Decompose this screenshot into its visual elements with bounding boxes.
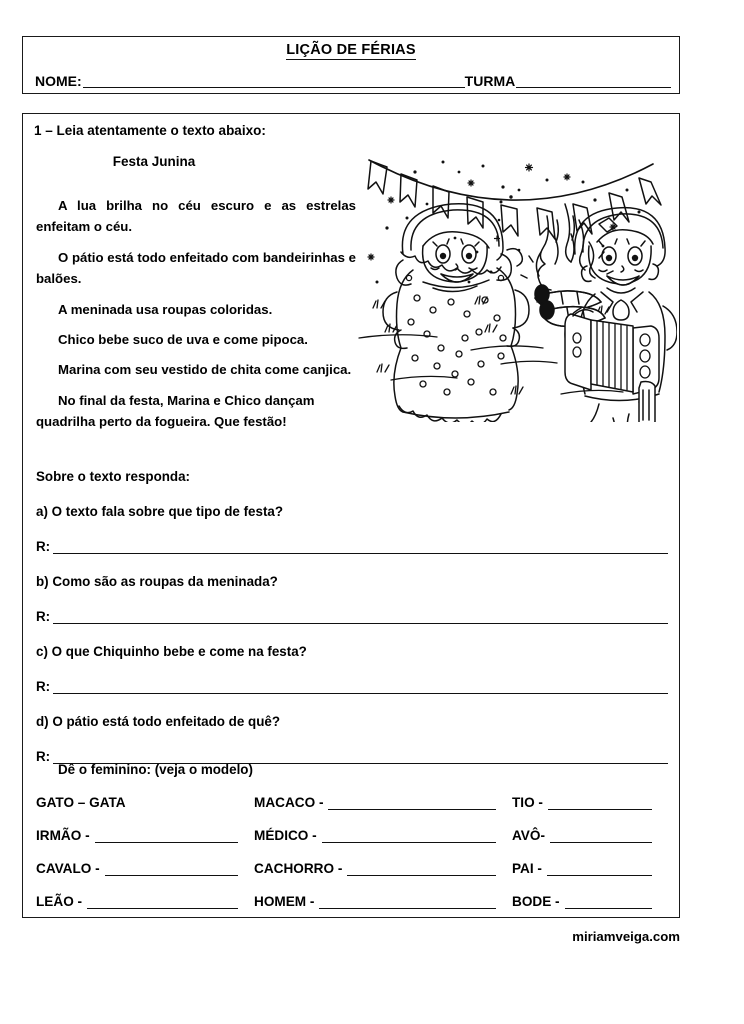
word-label: PAI -	[512, 861, 542, 876]
name-input-line[interactable]	[83, 73, 465, 88]
questions-lead: Sobre o texto responda:	[36, 469, 191, 484]
story-paragraph: Marina com seu vestido de chita come canjica.	[58, 362, 352, 378]
word-pair-bode	[512, 894, 668, 909]
class-label: TURMA	[464, 73, 516, 89]
feminine-word-grid	[36, 795, 668, 909]
question-d-text: d) O pátio está todo enfeitado de quê?	[36, 714, 281, 729]
answer-line-macaco[interactable]	[328, 797, 496, 810]
word-pair-pai	[512, 861, 668, 876]
page-title	[23, 42, 679, 58]
page-title-text: LIÇÃO DE FÉRIAS	[286, 42, 416, 58]
question-c	[36, 644, 668, 694]
word-pair-irmao	[36, 828, 254, 843]
story-paragraph: Chico bebe suco de uva e come pipoca.	[58, 331, 308, 347]
word-pair-tio	[512, 795, 668, 810]
answer-label: R:	[36, 609, 51, 624]
word-label: TIO -	[512, 795, 543, 810]
question-b-text: b) Como são as roupas da meninada?	[36, 574, 278, 589]
word-pair-medico	[254, 828, 512, 843]
answer-line-avo[interactable]	[550, 830, 652, 843]
word-pair-avo	[512, 828, 668, 843]
word-pair-cachorro	[254, 861, 512, 876]
word-label: HOMEM -	[254, 894, 315, 909]
answer-label: R:	[36, 679, 51, 694]
festa-junina-illustration	[351, 142, 677, 422]
story-paragraph: A lua brilha no céu escuro e as estrelas enfeitam o céu.	[36, 198, 356, 235]
questions-block	[36, 469, 668, 784]
answer-line-c[interactable]	[53, 681, 668, 694]
main-content-box	[22, 113, 680, 918]
answer-line-a[interactable]	[53, 541, 668, 554]
word-pair-gato	[36, 795, 254, 810]
answer-row-a	[36, 539, 668, 554]
word-label: AVÔ-	[512, 828, 545, 843]
word-pair-homem	[254, 894, 512, 909]
story-paragraph: No final da festa, Marina e Chico dançam quadrilha perto da fogueira. Que festão!	[36, 392, 315, 429]
word-pair-macaco	[254, 795, 512, 810]
answer-line-bode[interactable]	[565, 896, 652, 909]
answer-label: R:	[36, 749, 51, 764]
question-a-text: a) O texto fala sobre que tipo de festa?	[36, 504, 284, 519]
word-pair-leao	[36, 894, 254, 909]
word-label: IRMÃO -	[36, 828, 90, 843]
story-title: Festa Junina	[112, 154, 196, 169]
word-label: CAVALO -	[36, 861, 100, 876]
exercise-1-instruction: 1 – Leia atentamente o texto abaixo:	[34, 123, 266, 138]
footer-credit: miriamveiga.com	[572, 929, 680, 944]
word-pair-cavalo	[36, 861, 254, 876]
answer-line-tio[interactable]	[548, 797, 652, 810]
answer-line-leao[interactable]	[87, 896, 238, 909]
answer-line-pai[interactable]	[547, 863, 652, 876]
reading-text-column	[36, 154, 356, 441]
name-class-row	[35, 67, 671, 89]
answer-line-homem[interactable]	[319, 896, 496, 909]
class-input-line[interactable]	[516, 73, 671, 88]
header-box	[22, 36, 680, 94]
story-paragraph: A meninada usa roupas coloridas.	[58, 301, 273, 317]
answer-row-b	[36, 609, 668, 624]
answer-line-cachorro[interactable]	[347, 863, 496, 876]
answer-line-cavalo[interactable]	[105, 863, 238, 876]
question-b	[36, 574, 668, 624]
word-label: BODE -	[512, 894, 560, 909]
question-a	[36, 504, 668, 554]
feminine-exercise-instruction: Dê o feminino: (veja o modelo)	[58, 762, 253, 777]
feminine-exercise-block	[36, 762, 668, 909]
name-label: NOME:	[35, 73, 82, 89]
answer-row-c	[36, 679, 668, 694]
word-label: GATO – GATA	[36, 795, 126, 810]
answer-line-b[interactable]	[53, 611, 668, 624]
answer-label: R:	[36, 539, 51, 554]
story-paragraph: O pátio está todo enfeitado com bandeirinhas e balões.	[36, 249, 356, 287]
word-label: CACHORRO -	[254, 861, 343, 876]
question-d	[36, 714, 668, 764]
question-c-text: c) O que Chiquinho bebe e come na festa?	[36, 644, 307, 659]
word-label: LEÃO -	[36, 894, 83, 909]
answer-line-medico[interactable]	[322, 830, 496, 843]
word-label: MACACO -	[254, 795, 324, 810]
answer-line-irmao[interactable]	[95, 830, 238, 843]
word-label: MÉDICO -	[254, 828, 317, 843]
